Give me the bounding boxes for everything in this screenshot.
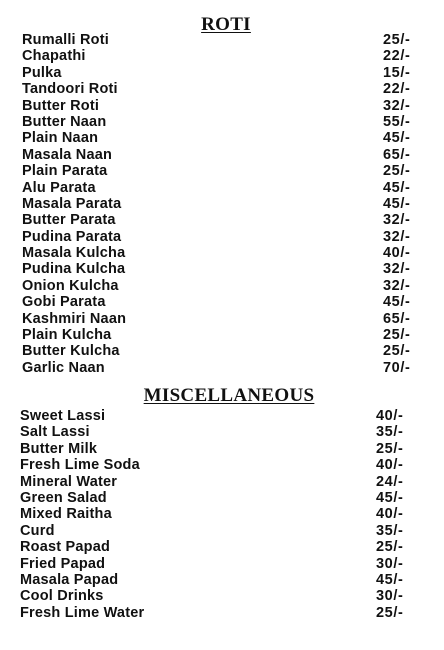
menu-item-name: Butter Kulcha [22, 343, 120, 360]
menu-item-name: Gobi Parata [22, 294, 106, 311]
menu-item-row [0, 114, 444, 130]
menu-item-price: 40/- [376, 506, 404, 523]
menu-item-row [0, 523, 444, 539]
menu-item-price: 15/- [383, 64, 411, 81]
menu-item-name: Sweet Lassi [20, 408, 106, 424]
menu-item-price: 55/- [383, 113, 411, 130]
menu-item-price: 24/- [376, 473, 404, 490]
menu-item-row [0, 408, 444, 424]
menu-item-price: 25/- [376, 440, 404, 457]
menu-item-price: 45/- [376, 571, 404, 588]
menu-item-name: Pudina Kulcha [22, 261, 126, 278]
menu-item-row [0, 180, 444, 196]
menu-item-row [0, 539, 444, 555]
menu-item-row [0, 588, 444, 604]
menu-item-row [0, 327, 444, 343]
menu-item-name: Mixed Raitha [20, 506, 112, 523]
menu-item-row [0, 360, 444, 376]
menu-item-price: 45/- [383, 130, 411, 147]
menu-item-price: 25/- [383, 163, 411, 180]
menu-item-name: Garlic Naan [22, 359, 105, 376]
menu-item-name: Green Salad [20, 489, 107, 506]
menu-item-row [0, 605, 444, 621]
menu-item-price: 32/- [383, 261, 411, 278]
menu-item-row [0, 261, 444, 277]
menu-item-price: 25/- [383, 327, 411, 344]
menu-item-price: 45/- [383, 179, 411, 196]
menu-item-row [0, 424, 444, 440]
menu-item-price: 25/- [376, 539, 404, 556]
menu-item-name: Masala Papad [20, 571, 119, 588]
menu-item-name: Curd [20, 522, 55, 539]
menu-item-row [0, 163, 444, 179]
menu-item-row [0, 196, 444, 212]
menu-item-row [0, 490, 444, 506]
menu-item-row [0, 65, 444, 81]
menu-item-row [0, 229, 444, 245]
menu-item-price: 45/- [383, 294, 411, 311]
menu-item-price: 35/- [376, 522, 404, 539]
menu-item-name: Mineral Water [20, 473, 118, 490]
miscellaneous-section-title: MISCELLANEOUS [143, 385, 315, 406]
menu-item-name: Plain Naan [22, 130, 99, 147]
menu-item-price: 65/- [383, 146, 411, 163]
menu-item-row [0, 474, 444, 490]
menu-item-name: Butter Milk [20, 440, 98, 457]
menu-item-row [0, 32, 444, 48]
menu-item-row [0, 311, 444, 327]
menu-item-name: Roast Papad [20, 539, 111, 556]
menu-item-price: 32/- [383, 212, 411, 229]
menu-item-name: Kashmiri Naan [22, 310, 127, 327]
menu-item-name: Fried Papad [20, 555, 106, 572]
menu-item-name: Masala Parata [22, 195, 122, 212]
menu-item-name: Fresh Lime Water [20, 604, 145, 621]
menu-item-row [0, 98, 444, 114]
menu-item-row [0, 245, 444, 261]
menu-item-price: 30/- [376, 555, 404, 572]
menu-item-name: Onion Kulcha [22, 277, 119, 294]
menu-item-price: 32/- [383, 97, 411, 114]
menu-item-row [0, 457, 444, 473]
menu-item-name: Butter Naan [22, 113, 107, 130]
menu-item-name: Plain Parata [22, 163, 108, 180]
menu-item-price: 25/- [376, 604, 404, 621]
menu-item-row [0, 130, 444, 146]
menu-item-name: Salt Lassi [20, 424, 90, 441]
menu-item-price: 40/- [376, 408, 404, 424]
menu-item-name: Plain Kulcha [22, 327, 112, 344]
menu-item-price: 40/- [376, 457, 404, 474]
menu-item-price: 22/- [383, 81, 411, 98]
menu-item-name: Butter Roti [22, 97, 100, 114]
menu-item-price: 25/- [383, 32, 411, 48]
menu-item-name: Chapathi [22, 48, 86, 65]
menu-item-row [0, 343, 444, 359]
menu-item-name: Rumalli Roti [22, 32, 109, 48]
menu-item-row [0, 556, 444, 572]
menu-item-name: Pulka [22, 64, 62, 81]
menu-item-row [0, 212, 444, 228]
menu-item-row [0, 441, 444, 457]
menu-item-name: Alu Parata [22, 179, 96, 196]
roti-section-title: ROTI [201, 14, 251, 35]
menu-item-name: Tandoori Roti [22, 81, 118, 98]
menu-item-name: Masala Kulcha [22, 245, 126, 262]
menu-item-row [0, 48, 444, 64]
menu-item-row [0, 572, 444, 588]
menu-item-price: 40/- [383, 245, 411, 262]
menu-item-price: 35/- [376, 424, 404, 441]
menu-item-price: 32/- [383, 277, 411, 294]
menu-item-price: 65/- [383, 310, 411, 327]
menu-item-price: 22/- [383, 48, 411, 65]
menu-item-row [0, 506, 444, 522]
menu-item-price: 30/- [376, 588, 404, 605]
menu-item-row [0, 294, 444, 310]
miscellaneous-item-list [0, 408, 444, 621]
menu-item-row [0, 81, 444, 97]
menu-item-name: Butter Parata [22, 212, 116, 229]
menu-item-price: 45/- [376, 489, 404, 506]
menu-item-name: Pudina Parata [22, 228, 122, 245]
menu-item-price: 32/- [383, 228, 411, 245]
menu-item-row [0, 147, 444, 163]
roti-item-list [0, 32, 444, 376]
menu-item-price: 25/- [383, 343, 411, 360]
menu-item-row [0, 278, 444, 294]
menu-item-price: 45/- [383, 195, 411, 212]
menu-item-name: Masala Naan [22, 146, 113, 163]
menu-item-name: Fresh Lime Soda [20, 457, 140, 474]
menu-item-name: Cool Drinks [20, 588, 104, 605]
menu-item-price: 70/- [383, 359, 411, 376]
